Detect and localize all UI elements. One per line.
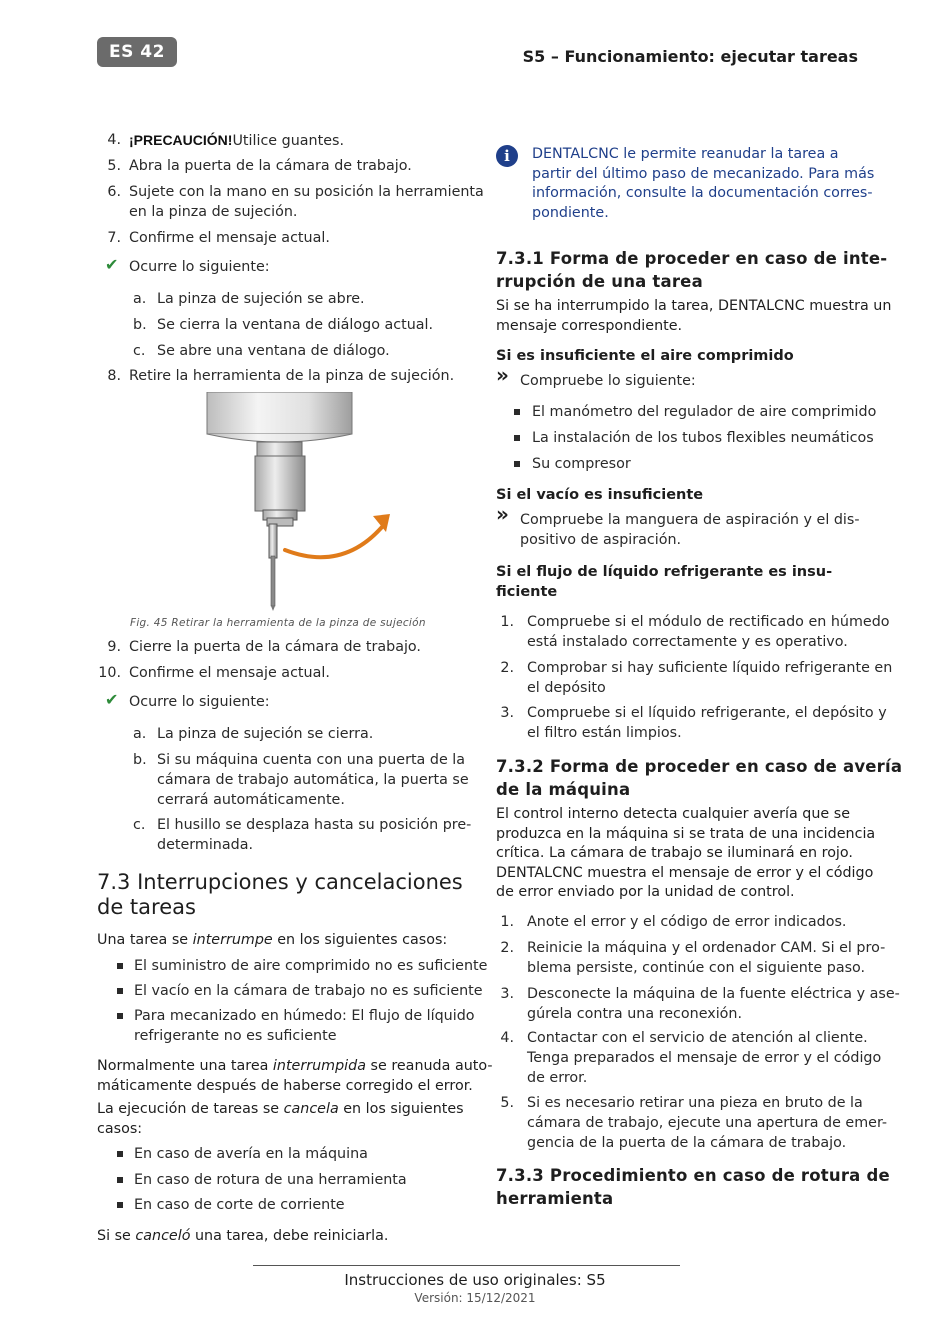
bullet-icon [514, 409, 520, 415]
bullet-icon [117, 1013, 123, 1019]
check-icon: ✔ [105, 255, 119, 274]
bullet-icon [117, 1151, 123, 1157]
footer-divider [253, 1265, 680, 1266]
heading-7-3-2: 7.3.2 Forma de proceder en caso de avería de la máquina [496, 757, 903, 799]
interrupt-intro: Una tarea se interrumpe en los siguientes casos: [97, 932, 448, 948]
cancel-paragraph: La ejecución de tareas se cancela en los siguientes casos: [97, 1101, 464, 1137]
heading-air: Si es insuficiente el aire comprimido [496, 348, 794, 364]
section-heading-7-3: 7.3 Interrupciones y cancelaciones de tareas [97, 870, 463, 919]
check-icon: ✔ [105, 690, 119, 709]
resume-paragraph: Normalmente una tarea interrumpida se reanuda auto- máticamente después de haberse corregido el error. [97, 1058, 493, 1094]
collet-pin [269, 524, 277, 611]
paragraph-7-3-1: Si se ha interrumpido la tarea, DENTALCNC muestra un mensaje correspondiente. [496, 298, 892, 334]
info-icon: i [496, 145, 518, 167]
restart-paragraph: Si se canceló una tarea, debe reiniciarla. [97, 1228, 389, 1244]
section-header: S5 – Funcionamiento: ejecutar tareas [522, 47, 858, 66]
info-note: DENTALCNC le permite reanudar la tarea a partir del último paso de mecanizado. Para más información, consulte la documentación corres- pondiente. [532, 146, 875, 221]
spindle-housing [207, 392, 352, 442]
bullet-icon [514, 461, 520, 467]
heading-vacuum: Si el vacío es insuficiente [496, 487, 704, 503]
action-icon: » [496, 502, 509, 526]
footer-version: Versión: 15/12/2021 [414, 1291, 536, 1305]
removal-arrow [285, 527, 382, 557]
heading-7-3-3: 7.3.3 Procedimiento en caso de rotura de herramienta [496, 1166, 890, 1208]
tool-removal-figure [197, 392, 497, 612]
figure-caption: Fig. 45 Retirar la herramienta de la pinza de sujeción [130, 617, 426, 629]
action-icon: » [496, 363, 509, 387]
bullet-icon [117, 1177, 123, 1183]
caution-label: ¡PRECAUCIÓN! [129, 132, 233, 148]
paragraph-7-3-2: El control interno detecta cualquier avería que se produzca en la máquina si se trata de una incidencia crítica. La cámara de trabajo se iluminará en rojo. DENTALCNC muestra el mensaje de error y el código de error enviado por la unidad de control. [496, 806, 876, 900]
heading-coolant: Si el flujo de líquido refrigerante es insu- ficiente [496, 564, 833, 600]
heading-7-3-1: 7.3.1 Forma de proceder en caso de inte- rrupción de una tarea [496, 249, 888, 291]
bullet-icon [117, 988, 123, 994]
bullet-icon [514, 435, 520, 441]
page-badge: ES 42 [97, 37, 177, 67]
bullet-icon [117, 963, 123, 969]
bullet-icon [117, 1202, 123, 1208]
footer-title: Instrucciones de uso originales: S5 [344, 1271, 606, 1289]
